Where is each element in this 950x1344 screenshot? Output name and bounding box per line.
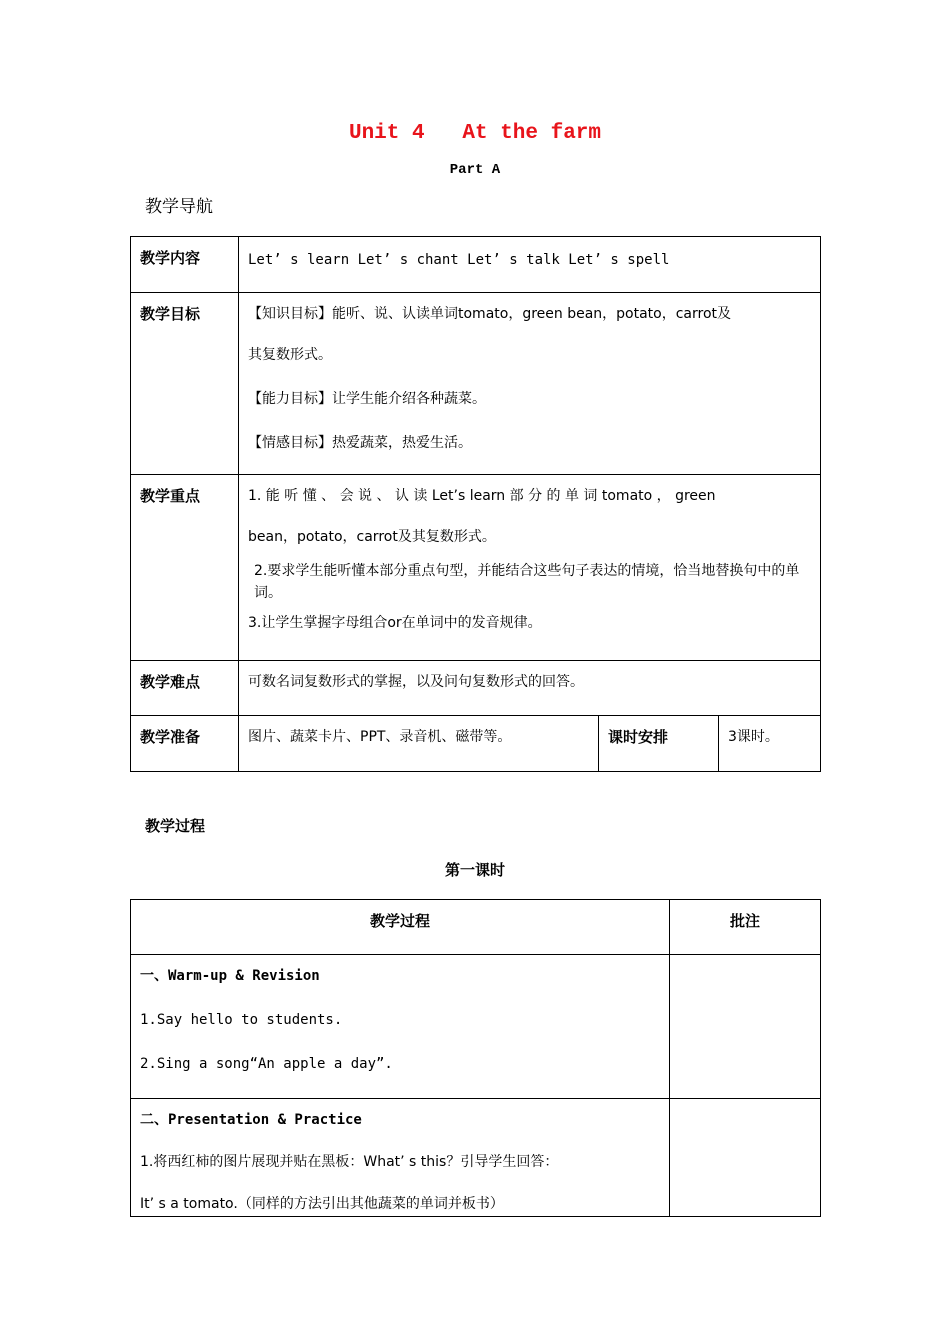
schedule-label: 课时安排 [599,716,719,772]
section1-title: 一、Warm-up & Revision [140,968,320,984]
goals-label: 教学目标 [131,293,239,475]
prep-value: 图片、蔬菜卡片、PPT、录音机、磁带等。 [239,716,599,772]
section2-title: 二、Presentation & Practice [140,1112,362,1128]
process-heading: 教学过程 [145,817,206,835]
key-label: 教学重点 [131,475,239,661]
overview-table [130,236,821,772]
goals-row [131,293,821,475]
key-point-1a: 1. 能 听 懂 、 会 说 、 认 读 Let’s learn 部 分 的 单 词 tomato ， green [248,488,716,504]
content-row [131,237,821,293]
goal-knowledge-line1: 【知识目标】能听、说、认读单词tomato，green bean，potato，carrot及 [248,306,732,322]
section2-item1b: It’ s a tomato.（同样的方法引出其他蔬菜的单词并板书） [140,1196,504,1212]
document-title: Unit 4 At the farm [348,122,602,145]
col-process-header: 教学过程 [131,900,670,955]
section1-row [131,955,821,1099]
goal-emotion: 【情感目标】热爱蔬菜，热爱生活。 [248,435,472,451]
key-point-2: 2.要求学生能听懂本部分重点句型，并能结合这些句子表达的情境，恰当地替换句中的单词。 [254,563,800,601]
key-cell [239,475,821,661]
key-row [131,475,821,661]
section1-item1: 1.Say hello to students. [140,1012,343,1028]
goals-cell [239,293,821,475]
section1-item2: 2.Sing a song“An apple a day”. [140,1056,393,1072]
content-label: 教学内容 [131,237,239,293]
process-table [130,899,821,1217]
content-value: Let’ s learn Let’ s chant Let’ s talk Let’ s spell [239,237,821,293]
key-point-3: 3.让学生掌握字母组合or在单词中的发音规律。 [248,615,542,631]
prep-row [131,716,821,772]
lesson-title: 第一课时 [444,861,505,879]
section1-notes [670,955,821,1099]
difficulty-value: 可数名词复数形式的掌握，以及问句复数形式的回答。 [239,661,821,716]
goal-knowledge-line2: 其复数形式。 [248,347,332,363]
section1-cell [131,955,670,1099]
col-notes-header: 批注 [670,900,821,955]
section2-row [131,1099,821,1217]
prep-label: 教学准备 [131,716,239,772]
difficulty-row [131,661,821,716]
section2-notes [670,1099,821,1217]
key-point-1b: bean，potato，carrot及其复数形式。 [248,529,496,545]
section2-item1a: 1.将西红柿的图片展现并贴在黑板：What’ s this？引导学生回答： [140,1154,559,1170]
goal-ability: 【能力目标】让学生能介绍各种蔬菜。 [248,391,486,407]
guide-heading: 教学导航 [145,197,213,217]
difficulty-label: 教学难点 [131,661,239,716]
schedule-value: 3课时。 [719,716,821,772]
document-subtitle: Part A [449,162,501,178]
section2-cell [131,1099,670,1217]
process-header-row [131,900,821,955]
